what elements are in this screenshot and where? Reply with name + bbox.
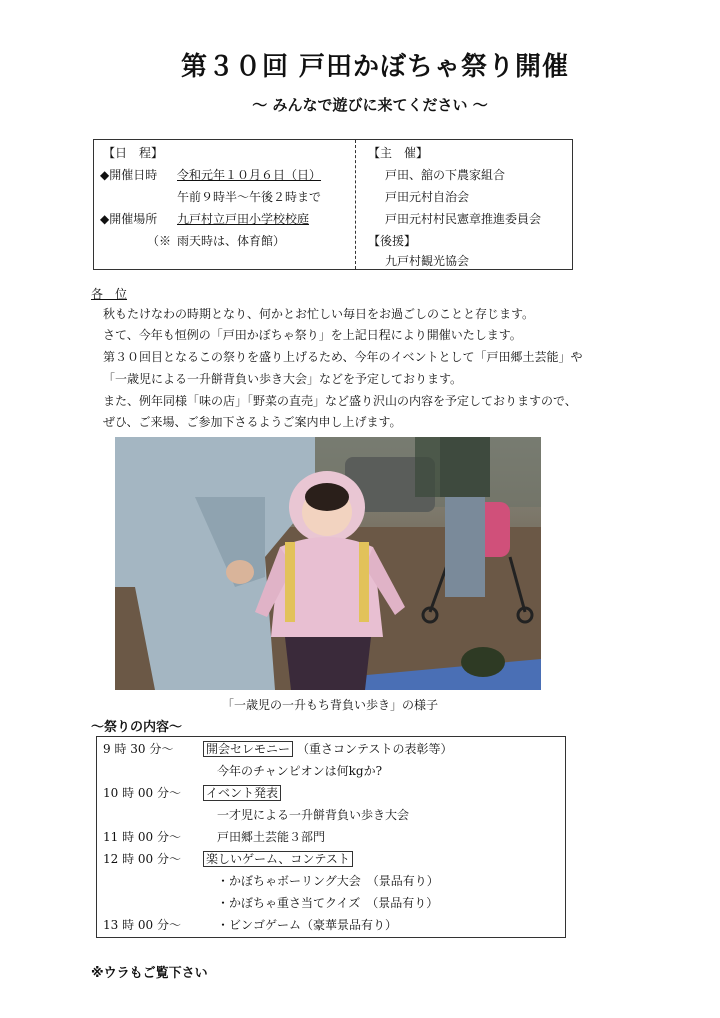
letter-line: 第３０回目となるこの祭りを盛り上げるため、今年のイベントとして「戸田郷土芸能」や [103, 350, 583, 364]
organizer-item: 戸田、舘の下農家組合 [385, 168, 506, 182]
salutation: 各 位 [91, 287, 128, 301]
supporter-item: 九戸村観光協会 [385, 254, 470, 268]
photo-illustration [115, 437, 541, 690]
program-item-label: イベント発表 [203, 785, 281, 801]
program-heading: ～祭りの内容～ [91, 720, 183, 735]
program-item [203, 741, 453, 757]
program-item: 一才児による一升餅背負い歩き大会 [217, 808, 410, 822]
event-info-box [93, 139, 573, 270]
program-item: 今年のチャンピオンは何kgか? [217, 764, 383, 778]
support-heading: 【後援】 [368, 234, 417, 248]
program-item [203, 785, 281, 801]
program-item: 戸田郷土芸能３部門 [217, 830, 326, 844]
program-item [203, 851, 353, 867]
program-item-label: 開会セレモニー [203, 741, 293, 757]
letter-line: ぜひ、ご来場、ご参加下さるようご案内申し上げます。 [103, 415, 402, 429]
date-value: 令和元年１０月６日（日） [177, 168, 322, 182]
rain-note: 雨天時は、体育館） [177, 234, 286, 248]
letter-line: 秋もたけなわの時期となり、何かとお忙しい毎日をお過ごしのことと存じます。 [103, 307, 535, 321]
program-time: 10 時 00 分～ [103, 786, 181, 800]
rain-note-prefix: （※ [147, 234, 172, 248]
event-photo [115, 437, 541, 690]
organizer-item: 戸田元村自治会 [385, 190, 470, 204]
program-time: 11 時 00 分～ [103, 830, 181, 844]
program-item: ・かぼちゃ重さ当てクイズ （景品有り） [217, 896, 439, 910]
photo-caption: 「一歳児の一升もち背負い歩き」の様子 [221, 698, 438, 712]
time-value: 午前９時半～午後２時まで [177, 190, 322, 204]
place-label: ◆開催場所 [100, 212, 158, 226]
page-title: 第３０回 戸田かぼちゃ祭り開催 [180, 52, 570, 82]
letter-line: また、例年同様「味の店」「野菜の直売」など盛り沢山の内容を予定しておりますので、 [103, 394, 577, 408]
letter-line: 「一歳児による一升餅背負い歩き大会」などを予定しております。 [103, 372, 463, 386]
reverse-side-note: ※ウラもご覧下さい [91, 966, 208, 981]
organizer-heading: 【主 催】 [368, 146, 429, 160]
info-divider [355, 140, 356, 269]
program-item: ・ビンゴゲーム（豪華景品有り） [217, 918, 398, 932]
program-time: 13 時 00 分～ [103, 918, 181, 932]
program-box [96, 736, 566, 938]
program-item-note: （重さコンテストの表彰等） [297, 742, 453, 756]
program-item-label: 楽しいゲーム、コンテスト [203, 851, 353, 867]
place-value: 九戸村立戸田小学校校庭 [177, 212, 310, 226]
program-time: 9 時 30 分～ [103, 742, 174, 756]
program-item: ・かぼちゃボーリング大会 （景品有り） [217, 874, 439, 888]
schedule-heading: 【日 程】 [103, 146, 164, 160]
program-time: 12 時 00 分～ [103, 852, 181, 866]
date-label: ◆開催日時 [100, 168, 158, 182]
organizer-item: 戸田元村村民憲章推進委員会 [385, 212, 542, 226]
letter-line: さて、今年も恒例の「戸田かぼちゃ祭り」を上記日程により開催いたします。 [103, 328, 522, 342]
page-subtitle: ～ みんなで遊びに来てください ～ [252, 96, 488, 114]
